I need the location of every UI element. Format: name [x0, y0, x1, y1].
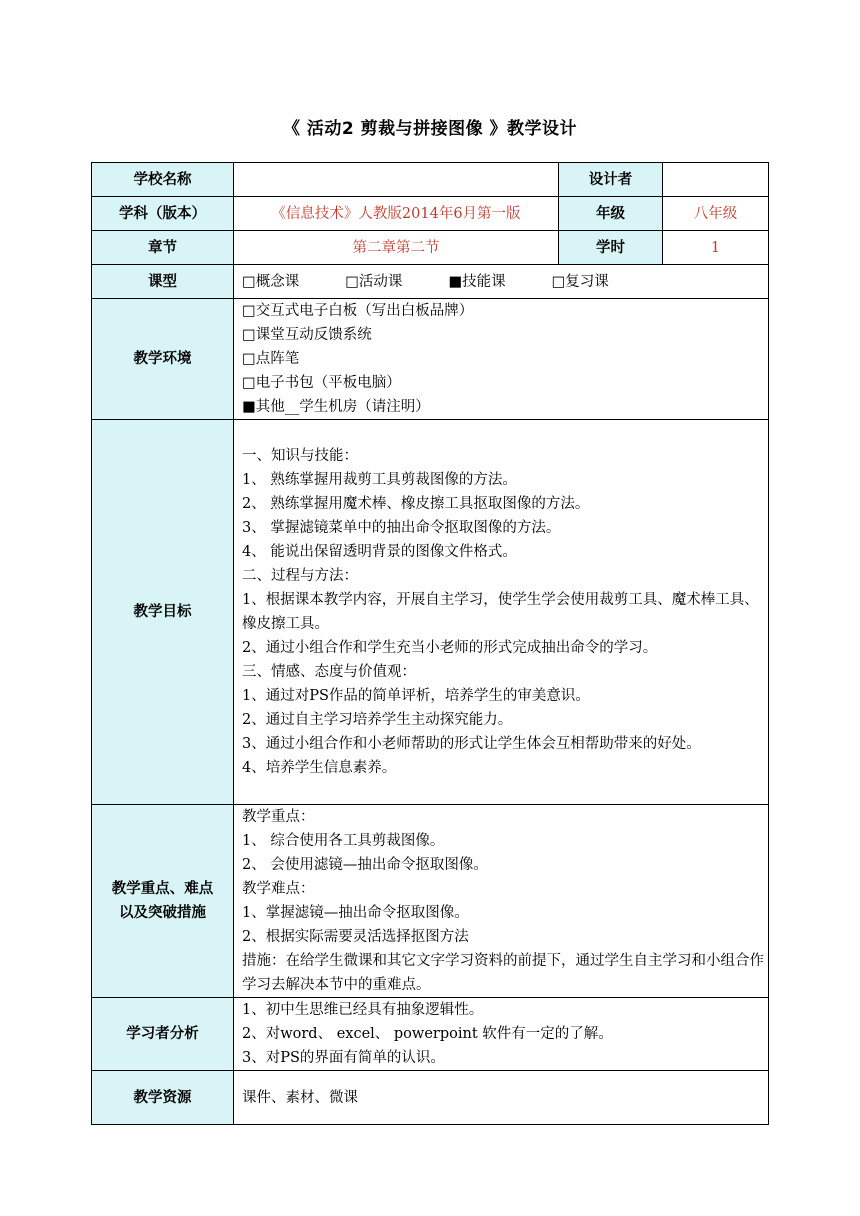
resources-label: 教学资源 [92, 1071, 234, 1125]
row-subject [92, 197, 769, 231]
designer-value [663, 163, 769, 197]
row-school [92, 163, 769, 197]
goals-line: 三、情感、态度与价值观： [242, 664, 416, 680]
environment-item: □交互式电子白板（写出白板品牌） [242, 303, 474, 319]
school-label: 学校名称 [92, 163, 234, 197]
keypoints-line: 2、 会使用滤镜—抽出命令抠取图像。 [242, 857, 488, 873]
keypoints-label-line1: 教学重点、难点 [111, 881, 214, 897]
learners-line: 1、初中生思维已经具有抽象逻辑性。 [242, 1002, 484, 1018]
row-environment [92, 299, 769, 420]
learners-line: 3、对PS的界面有简单的认识。 [242, 1050, 445, 1066]
learners-list [234, 998, 769, 1071]
type-options [234, 265, 769, 299]
row-keypoints [92, 805, 769, 998]
keypoints-list [234, 805, 769, 998]
keypoints-line: 1、掌握滤镜—抽出命令抠取图像。 [242, 905, 469, 921]
type-option-review: □复习课 [551, 273, 609, 290]
hours-label: 学时 [559, 231, 663, 265]
goals-line: 2、通过小组合作和学生充当小老师的形式完成抽出命令的学习。 [242, 640, 658, 656]
keypoints-label-line2: 以及突破措施 [119, 905, 206, 921]
row-type [92, 265, 769, 299]
learners-line: 2、对word、 excel、 powerpoint 软件有一定的了解。 [242, 1026, 613, 1042]
keypoints-line: 教学难点： [242, 881, 315, 897]
goals-line: 3、通过小组合作和小老师帮助的形式让学生体会互相帮助带来的好处。 [242, 736, 701, 752]
environment-list [234, 299, 769, 420]
lesson-plan-table [91, 162, 769, 1125]
goals-line: 4、培养学生信息素养。 [242, 760, 397, 776]
goals-line: 1、根据课本教学内容，开展自主学习，使学生学会使用裁剪工具、魔术棒工具、橡皮擦工具。 [242, 592, 759, 632]
goals-line: 二、过程与方法： [242, 568, 358, 584]
row-goals [92, 420, 769, 805]
goals-line: 3、 掌握滤镜菜单中的抽出命令抠取图像的方法。 [242, 520, 561, 536]
keypoints-label [92, 805, 234, 998]
goals-line: 一、知识与技能： [242, 448, 358, 464]
designer-label: 设计者 [559, 163, 663, 197]
keypoints-line: 教学重点： [242, 809, 315, 825]
goals-list [234, 420, 769, 805]
goals-line: 1、 熟练掌握用裁剪工具剪裁图像的方法。 [242, 472, 517, 488]
environment-item: ■其他__学生机房（请注明） [242, 399, 430, 415]
chapter-label: 章节 [92, 231, 234, 265]
grade-value: 八年级 [663, 197, 769, 231]
environment-item: □点阵笔 [242, 351, 300, 367]
goals-line: 1、通过对PS作品的简单评析，培养学生的审美意识。 [242, 688, 590, 704]
resources-value: 课件、素材、微课 [234, 1071, 769, 1125]
keypoints-line: 2、根据实际需要灵活选择抠图方法 [242, 929, 469, 945]
goals-label: 教学目标 [92, 420, 234, 805]
type-label: 课型 [92, 265, 234, 299]
goals-line: 2、通过自主学习培养学生主动探究能力。 [242, 712, 513, 728]
goals-line: 4、 能说出保留透明背景的图像文件格式。 [242, 544, 517, 560]
environment-label: 教学环境 [92, 299, 234, 420]
row-resources [92, 1071, 769, 1125]
row-learners [92, 998, 769, 1071]
document-title: 《 活动2 剪裁与拼接图像 》教学设计 [282, 119, 578, 139]
subject-value: 《信息技术》人教版2014年6月第一版 [234, 197, 559, 231]
goals-line: 2、 熟练掌握用魔术棒、橡皮擦工具抠取图像的方法。 [242, 496, 590, 512]
type-option-concept: □概念课 [242, 273, 300, 290]
school-value [234, 163, 559, 197]
grade-label: 年级 [559, 197, 663, 231]
row-chapter [92, 231, 769, 265]
keypoints-line: 措施：在给学生微课和其它文字学习资料的前提下，通过学生自主学习和小组合作学习去解决本节中的重难点。 [242, 953, 764, 993]
chapter-value: 第二章第二节 [234, 231, 559, 265]
hours-value: 1 [663, 231, 769, 265]
environment-item: □课堂互动反馈系统 [242, 327, 372, 343]
subject-label: 学科（版本） [92, 197, 234, 231]
type-option-skill: ■技能课 [448, 273, 506, 290]
type-option-activity: □活动课 [345, 273, 403, 290]
environment-item: □电子书包（平板电脑） [242, 375, 401, 391]
keypoints-line: 1、 综合使用各工具剪裁图像。 [242, 833, 445, 849]
learners-label: 学习者分析 [92, 998, 234, 1071]
